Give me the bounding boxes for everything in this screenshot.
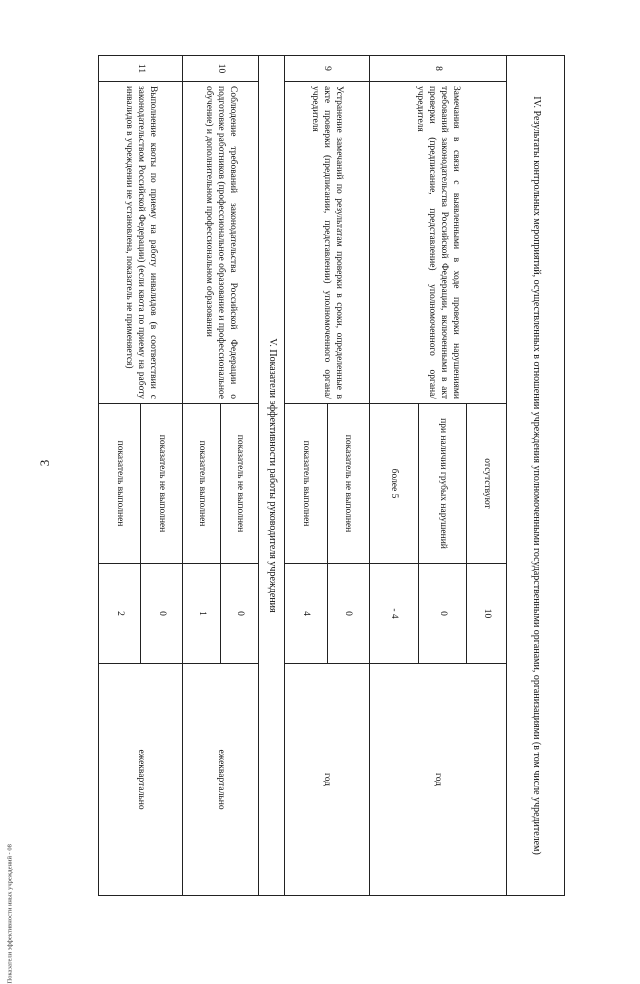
row-10-period: ежеквартально	[183, 664, 258, 896]
row-9-score-1: 0	[327, 564, 369, 664]
row-10-condition-1: показатель не выполнен	[221, 404, 259, 564]
row-8-description: Замечания в связи с выявленными в ходе проверки нарушениями требований законодательства Российской Федерации, включенными в акт проверки (предписание, представление) уполномоченного органа/учредителя	[369, 82, 507, 404]
section-iv-row	[507, 56, 565, 896]
rotated-table-block	[98, 55, 565, 895]
table-row-10a	[221, 56, 259, 896]
row-8-score-3: - 4	[369, 564, 418, 664]
row-11-score-1: 0	[141, 564, 183, 664]
row-9-condition-1: показатель не выполнен	[327, 404, 369, 564]
row-8-condition-2: при наличии грубых нарушений	[418, 404, 467, 564]
section-v-row	[258, 56, 285, 896]
row-11-score-2: 2	[99, 564, 141, 664]
row-9-number: 9	[285, 56, 369, 82]
row-10-score-2: 1	[183, 564, 221, 664]
row-11-description: Выполнение квоты по приему на работу инвалидов (в соответствии с законодательством Российской Федерации) (если квота по приему на работу инвалидов в учреждении не установлена, показатель не применяется)	[99, 82, 183, 404]
row-11-period: ежеквартально	[99, 664, 183, 896]
row-8-condition-1: отсутствуют	[467, 404, 507, 564]
row-11-condition-2: показатель выполнен	[99, 404, 141, 564]
row-9-period: год	[285, 664, 369, 896]
row-8-score-1: 10	[467, 564, 507, 664]
section-v-title: V. Показатели эффективности работы руководителя учреждения	[258, 56, 285, 896]
row-10-number: 10	[183, 56, 258, 82]
row-9-condition-2: показатель выполнен	[285, 404, 327, 564]
row-10-condition-2: показатель выполнен	[183, 404, 221, 564]
page-number: 3	[37, 459, 52, 467]
row-8-number: 8	[369, 56, 507, 82]
table-row-9a	[327, 56, 369, 896]
page-footer: Показатели эффективности иных учреждений - 08	[6, 844, 14, 984]
table-row-8a	[467, 56, 507, 896]
table-row-11a	[141, 56, 183, 896]
row-10-score-1: 0	[221, 564, 259, 664]
section-iv-title: IV. Результаты контрольных мероприятий, осуществленных в отношении учреждения уполномоченными государственными органами, организациями (в том числе учредителем)	[507, 56, 565, 896]
row-9-score-2: 4	[285, 564, 327, 664]
row-8-period: год	[369, 664, 507, 896]
row-8-condition-3: более 5	[369, 404, 418, 564]
row-10-description: Соблюдение требований законодательства Российской Федерации о подготовке работников (профессиональное образование и профессиональное обучение) и дополнительном профессиональном образовании	[183, 82, 258, 404]
row-9-description: Устранение замечаний по результатам проверки в сроки, определенные в акте проверки (предписании, представлении) уполномоченного органа/учредителя	[285, 82, 369, 404]
row-8-score-2: 0	[418, 564, 467, 664]
efficiency-indicators-table	[98, 55, 565, 896]
row-11-condition-1: показатель не выполнен	[141, 404, 183, 564]
row-11-number: 11	[99, 56, 183, 82]
